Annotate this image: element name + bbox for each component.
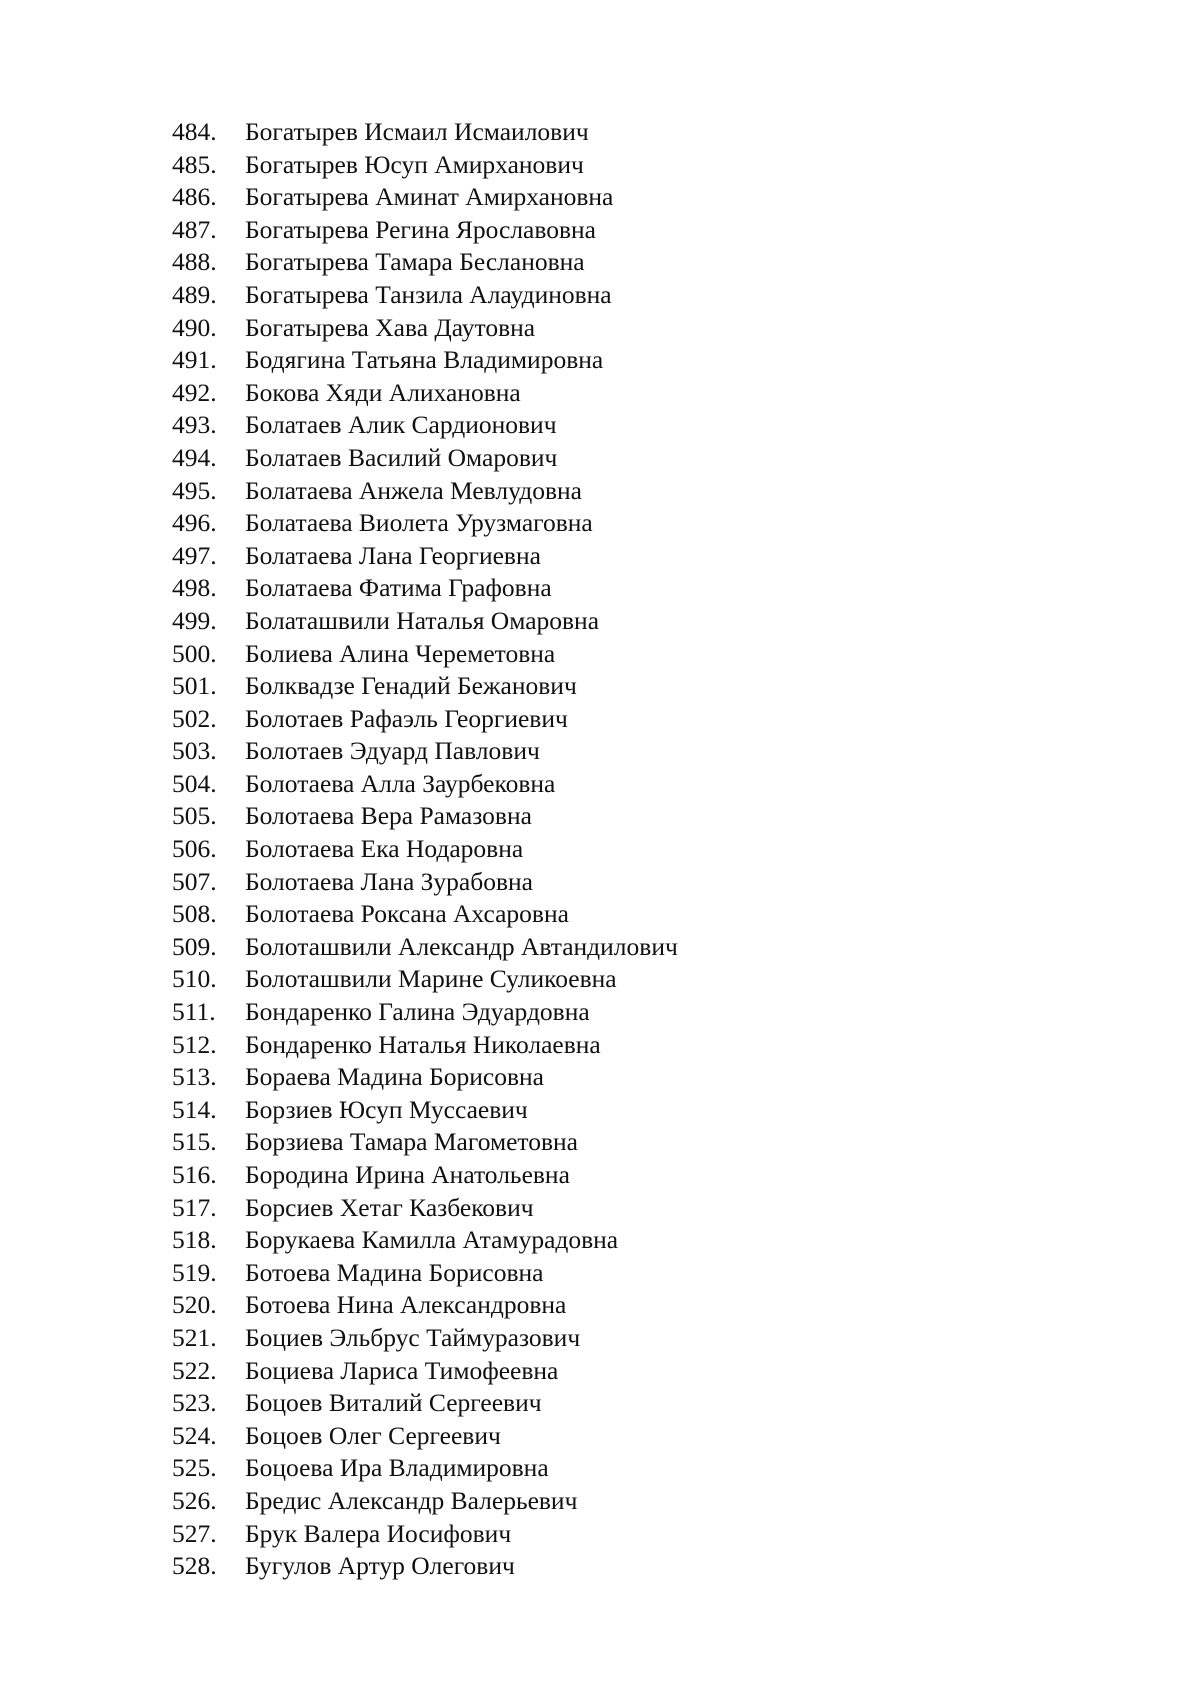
person-name: Болатаев Василий Омарович xyxy=(245,442,558,472)
person-name: Боцоев Олег Сергеевич xyxy=(245,1420,501,1450)
person-name: Болатаева Виолета Урузмаговна xyxy=(245,508,593,538)
list-item xyxy=(172,800,678,833)
person-name: Богатырева Танзила Алаудиновна xyxy=(245,279,612,309)
list-item xyxy=(172,866,678,899)
list-item xyxy=(172,181,678,214)
person-name: Болоташвили Александр Автандилович xyxy=(245,931,678,961)
item-number: 495. xyxy=(172,475,217,505)
person-name: Болотаев Эдуард Павлович xyxy=(245,736,540,766)
list-item xyxy=(172,1322,678,1355)
list-item xyxy=(172,1518,678,1551)
list-item xyxy=(172,1420,678,1453)
list-item xyxy=(172,1387,678,1420)
person-name: Болатаева Фатима Графовна xyxy=(245,573,552,603)
person-name: Борзиев Юсуп Муссаевич xyxy=(245,1094,528,1124)
list-item xyxy=(172,540,678,573)
item-number: 490. xyxy=(172,312,217,342)
item-number: 493. xyxy=(172,410,217,440)
list-item xyxy=(172,996,678,1029)
list-item xyxy=(172,1550,678,1583)
list-item xyxy=(172,442,678,475)
item-number: 507. xyxy=(172,866,217,896)
person-name: Богатырев Исмаил Исмаилович xyxy=(245,117,589,146)
list-item xyxy=(172,1452,678,1485)
list-item xyxy=(172,312,678,345)
list-item xyxy=(172,1257,678,1290)
person-name: Борсиев Хетаг Казбекович xyxy=(245,1192,534,1222)
item-number: 513. xyxy=(172,1062,217,1092)
list-item xyxy=(172,116,678,149)
person-name: Болотаева Лана Зурабовна xyxy=(245,866,533,896)
item-number: 508. xyxy=(172,899,217,929)
person-name: Богатырева Хава Даутовна xyxy=(245,312,536,342)
list-item xyxy=(172,1061,678,1094)
item-number: 512. xyxy=(172,1029,217,1059)
item-number: 520. xyxy=(172,1290,217,1320)
item-number: 488. xyxy=(172,247,217,277)
person-name: Боциева Лариса Тимофеевна xyxy=(245,1355,559,1385)
person-name: Бокова Хяди Алихановна xyxy=(245,377,521,407)
item-number: 498. xyxy=(172,573,217,603)
person-name: Борзиева Тамара Магометовна xyxy=(245,1127,578,1157)
item-number: 521. xyxy=(172,1322,217,1352)
person-name: Болотаев Рафаэль Георгиевич xyxy=(245,703,568,733)
person-name: Бодягина Татьяна Владимировна xyxy=(245,345,604,375)
list-item xyxy=(172,1159,678,1192)
list-item xyxy=(172,377,678,410)
person-name: Богатырев Юсуп Амирханович xyxy=(245,149,584,179)
person-name: Бораева Мадина Борисовна xyxy=(245,1062,544,1092)
list-item xyxy=(172,507,678,540)
person-name: Богатырева Аминат Амирхановна xyxy=(245,182,614,212)
person-name: Болотаева Алла Заурбековна xyxy=(245,768,556,798)
item-number: 491. xyxy=(172,345,217,375)
person-name: Ботоева Нина Александровна xyxy=(245,1290,567,1320)
list-item xyxy=(172,409,678,442)
list-item xyxy=(172,605,678,638)
list-item xyxy=(172,898,678,931)
person-name: Бондаренко Наталья Николаевна xyxy=(245,1029,601,1059)
list-item xyxy=(172,1224,678,1257)
person-name: Брук Валера Иосифович xyxy=(245,1518,512,1548)
item-number: 528. xyxy=(172,1551,217,1581)
item-number: 484. xyxy=(172,117,217,146)
item-number: 492. xyxy=(172,377,217,407)
list-item xyxy=(172,768,678,801)
item-number: 517. xyxy=(172,1192,217,1222)
item-number: 527. xyxy=(172,1518,217,1548)
person-name: Болаташвили Наталья Омаровна xyxy=(245,605,600,635)
item-number: 516. xyxy=(172,1160,217,1189)
item-number: 502. xyxy=(172,703,217,733)
item-number: 499. xyxy=(172,605,217,635)
person-name: Болатаева Лана Георгиевна xyxy=(245,540,541,570)
item-number: 519. xyxy=(172,1257,217,1287)
item-number: 514. xyxy=(172,1094,217,1124)
person-name: Ботоева Мадина Борисовна xyxy=(245,1257,544,1287)
item-number: 506. xyxy=(172,834,217,864)
person-name: Бугулов Артур Олегович xyxy=(245,1551,515,1581)
person-name: Болотаева Роксана Ахсаровна xyxy=(245,899,569,929)
list-item xyxy=(172,214,678,247)
list-item xyxy=(172,735,678,768)
person-name: Борукаева Камилла Атамурадовна xyxy=(245,1225,619,1255)
list-item xyxy=(172,1029,678,1062)
person-name: Бондаренко Галина Эдуардовна xyxy=(245,997,590,1027)
list-item xyxy=(172,670,678,703)
item-number: 515. xyxy=(172,1127,217,1157)
person-name: Болатаева Анжела Мевлудовна xyxy=(245,475,582,505)
person-name: Боциев Эльбрус Таймуразович xyxy=(245,1322,581,1352)
item-number: 523. xyxy=(172,1388,217,1418)
list-item xyxy=(172,1094,678,1127)
item-number: 501. xyxy=(172,671,217,701)
item-number: 497. xyxy=(172,540,217,570)
list-item xyxy=(172,1289,678,1322)
item-number: 504. xyxy=(172,768,217,798)
person-name: Болиева Алина Череметовна xyxy=(245,638,556,668)
person-name: Болквадзе Генадий Бежанович xyxy=(245,671,577,701)
item-number: 518. xyxy=(172,1225,217,1255)
person-name: Боцоев Виталий Сергеевич xyxy=(245,1388,542,1418)
item-number: 485. xyxy=(172,149,217,179)
person-name: Болотаева Вера Рамазовна xyxy=(245,801,532,831)
item-number: 511. xyxy=(172,997,216,1027)
list-item xyxy=(172,833,678,866)
list-item xyxy=(172,638,678,671)
list-item xyxy=(172,279,678,312)
list-item xyxy=(172,246,678,279)
person-name: Богатырева Тамара Беслановна xyxy=(245,247,585,277)
person-name: Бредис Александр Валерьевич xyxy=(245,1485,578,1515)
item-number: 500. xyxy=(172,638,217,668)
person-name: Боцоева Ира Владимировна xyxy=(245,1453,549,1483)
list-item xyxy=(172,344,678,377)
item-number: 505. xyxy=(172,801,217,831)
person-name: Болатаев Алик Сардионович xyxy=(245,410,557,440)
item-number: 489. xyxy=(172,279,217,309)
person-name: Болоташвили Марине Суликоевна xyxy=(245,964,617,994)
list-item xyxy=(172,572,678,605)
list-item xyxy=(172,703,678,736)
item-number: 524. xyxy=(172,1420,217,1450)
item-number: 503. xyxy=(172,736,217,766)
list-item xyxy=(172,475,678,508)
person-name: Бородина Ирина Анатольевна xyxy=(245,1160,570,1189)
item-number: 494. xyxy=(172,442,217,472)
list-item xyxy=(172,1355,678,1388)
list-item xyxy=(172,149,678,182)
list-item xyxy=(172,1485,678,1518)
item-number: 496. xyxy=(172,508,217,538)
person-name: Богатырева Регина Ярославовна xyxy=(245,214,596,244)
item-number: 509. xyxy=(172,931,217,961)
item-number: 487. xyxy=(172,214,217,244)
item-number: 510. xyxy=(172,964,217,994)
list-item xyxy=(172,1192,678,1225)
list-item xyxy=(172,1126,678,1159)
list-item xyxy=(172,963,678,996)
item-number: 526. xyxy=(172,1485,217,1515)
item-number: 486. xyxy=(172,182,217,212)
item-number: 525. xyxy=(172,1453,217,1483)
numbered-name-list xyxy=(172,116,678,1583)
item-number: 522. xyxy=(172,1355,217,1385)
person-name: Болотаева Ека Нодаровна xyxy=(245,834,524,864)
list-item xyxy=(172,931,678,964)
